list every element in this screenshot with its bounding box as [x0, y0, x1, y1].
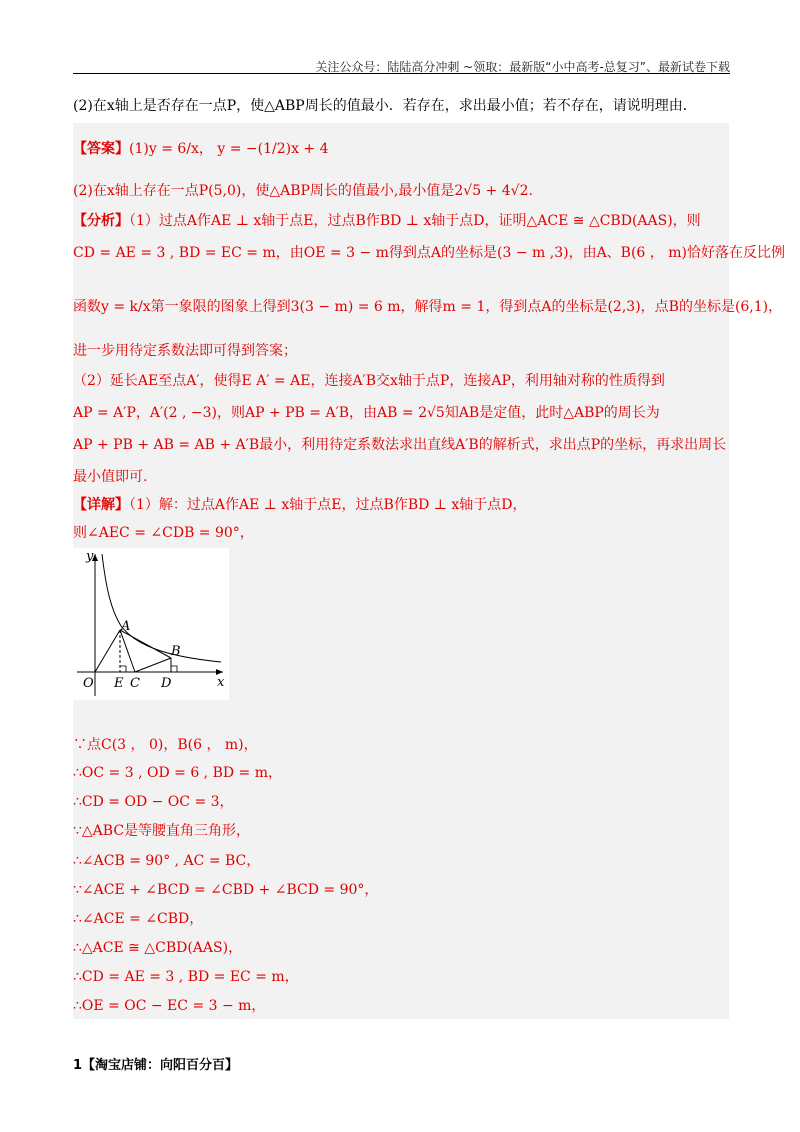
analysis-line-4: 进一步用待定系数法即可得到答案；	[73, 343, 297, 359]
analysis-line-8: 最小值即可.	[73, 469, 148, 485]
page-header: 关注公众号：陆陆高分冲刺 ~领取：最新版“小中高考-总复习”、最新试卷下载	[315, 60, 730, 74]
proof-line-2: ∴OC = 3 , OD = 6 , BD = m，	[73, 765, 282, 781]
analysis-line-7: AP + PB + AB = AB + A′B最小，利用待定系数法求出直线A′B的解析式，求出点P的坐标，再求出周长	[73, 437, 727, 453]
proof-line-9: ∴CD = AE = 3 , BD = EC = m，	[73, 969, 299, 985]
proof-line-7: ∴∠ACE = ∠CBD，	[73, 911, 204, 927]
answer-tag: 【答案】	[73, 141, 129, 157]
analysis-line-2: CD = AE = 3 , BD = EC = m，由OE = 3 − m得到点A的坐标是(3 − m ,3)，由A、B(6 ， m)恰好落在反比例	[73, 245, 785, 261]
label-x: x	[217, 675, 225, 690]
answer-line-1	[73, 138, 329, 158]
label-C: C	[130, 676, 140, 691]
page-footer: 1【淘宝店铺：向阳百分百】	[73, 1058, 239, 1073]
right-angle-D	[171, 666, 177, 672]
label-O: O	[83, 676, 94, 691]
proof-line-8: ∴△ACE ≅ △CBD(AAS)，	[73, 940, 243, 956]
detail-line-2: 则∠AEC = ∠CDB = 90°，	[73, 525, 254, 541]
segment-CB	[135, 658, 171, 672]
question-part-2: (2)在x轴上是否存在一点P，使△ABP周长的值最小．若存在，求出最小值；若不存在，请说明理由．	[73, 98, 697, 114]
label-B: B	[171, 644, 181, 659]
proof-line-3: ∴CD = OD − OC = 3，	[73, 794, 234, 810]
right-angle-E	[120, 666, 126, 672]
proof-line-6: ∵∠ACE + ∠BCD = ∠CBD + ∠BCD = 90°，	[73, 882, 379, 898]
answer-formula-1: (1)y = 6/x， y = −(1/2)x + 4	[129, 141, 329, 157]
answer-line-2: (2)在x轴上存在一点P(5,0)，使△ABP周长的值最小,最小值是2√5 + 4√2.	[73, 183, 533, 199]
segment-AB	[120, 630, 171, 658]
proof-line-1: ∵点C(3 ， 0)，B(6 ， m)，	[73, 737, 258, 753]
proof-line-10: ∴OE = OC − EC = 3 − m，	[73, 998, 266, 1014]
detail-text-1: （1）解：过点A作AE ⊥ x轴于点E，过点B作BD ⊥ x轴于点D，	[129, 497, 527, 513]
header-divider	[73, 73, 730, 74]
segment-OA	[95, 630, 120, 672]
label-A: A	[121, 619, 131, 634]
proof-line-4: ∵△ABC是等腰直角三角形，	[73, 823, 251, 839]
label-y: y	[86, 549, 94, 564]
label-D: D	[161, 676, 172, 691]
analysis-line-5: （2）延长AE至点A′，使得E A′ = AE，连接A′B交x轴于点P，连接AP，利用轴对称的性质得到	[73, 373, 665, 389]
detail-line-1	[73, 494, 527, 514]
proof-line-5: ∴∠ACB = 90° , AC = BC，	[73, 853, 261, 869]
label-E: E	[114, 676, 124, 691]
analysis-tag: 【分析】	[73, 213, 129, 229]
detail-tag: 【详解】	[73, 497, 129, 513]
coordinate-diagram	[73, 548, 229, 700]
analysis-line-1	[73, 210, 701, 230]
analysis-line-6: AP = A′P，A′(2 , −3)，则AP + PB = A′B，由AB = 2√5知AB是定值，此时△ABP的周长为	[73, 405, 660, 421]
geometry-figure	[73, 548, 229, 700]
analysis-line-3: 函数y = k/x第一象限的图象上得到3(3 − m) = 6 m，解得m = 1，得到点A的坐标是(2,3)，点B的坐标是(6,1)，	[73, 299, 783, 315]
analysis-text-1: （1）过点A作AE ⊥ x轴于点E，过点B作BD ⊥ x轴于点D，证明△ACE ≅ △CBD(AAS)，则	[129, 213, 701, 229]
